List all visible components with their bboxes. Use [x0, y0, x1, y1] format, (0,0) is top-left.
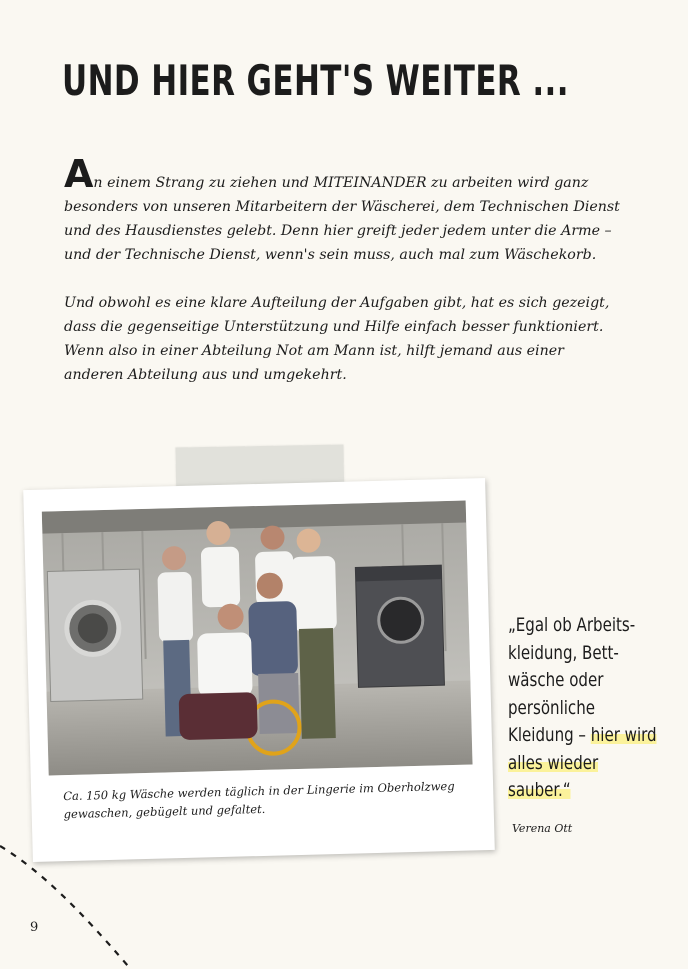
page-headline: UND HIER GEHT'S WEITER ... [62, 56, 569, 105]
intro-text [64, 152, 624, 411]
pull-quote [508, 612, 658, 805]
quote-author: Verena Ott [512, 822, 573, 835]
quote-text: „Egal ob Arbeitskleidung, Bettwäsche oder persönliche Kleidung – [508, 614, 636, 746]
photo-card [23, 478, 495, 862]
intro-paragraph-1 [64, 152, 624, 267]
team-photo [42, 501, 473, 776]
intro-paragraph-2: Und obwohl es eine klare Aufteilung der Aufgaben gibt, hat es sich gezeigt, dass die gegenseitige Unterstützung und Hilfe einfach besser funktioniert. Wenn also in einer Abteilung Not am Mann ist, hilft jemand aus einer anderen Abteilung aus und umgekehrt. [64, 295, 610, 383]
photo-caption: Ca. 150 kg Wäsche werden täglich in der Lingerie im Oberholzweg gewaschen, gebügelt und gefaltet. [63, 778, 455, 822]
page-number: 9 [30, 920, 39, 935]
dashed-line-decoration [0, 840, 140, 969]
intro-paragraph-1-text: n einem Strang zu ziehen und MITEINANDER zu arbeiten wird ganz besonders von unseren Mitarbeitern der Wäscherei, dem Technischen Dienst und des Hausdienstes gelebt. Denn hier greift jeder jedem unter die Arme – und der Technische Dienst, wenn's sein muss, auch mal zum Wäschekorb. [64, 175, 620, 263]
quote-highlight: hier wird alles wieder sauber.“ [508, 724, 657, 801]
drop-cap: A [64, 152, 94, 196]
